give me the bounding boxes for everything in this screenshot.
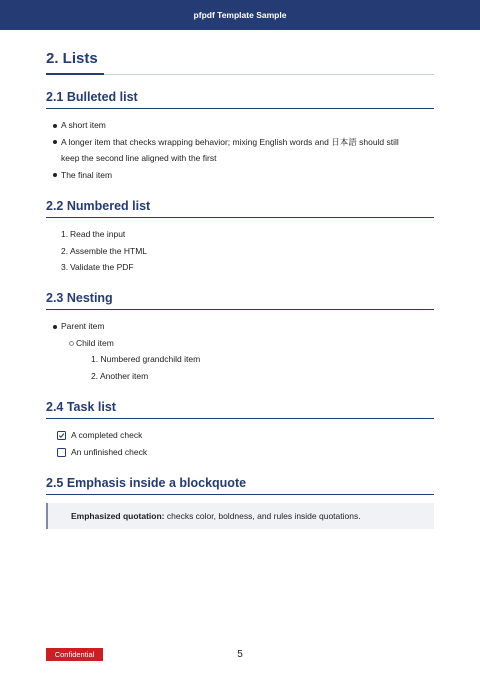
list-item-child: Child item (46, 335, 434, 352)
task-list-heading: 2.4 Task list (46, 400, 434, 419)
task-item: A completed check (46, 427, 434, 444)
bulleted-list-heading: 2.1 Bulleted list (46, 90, 434, 109)
list-item: A longer item that checks wrapping behavior; mixing English words and 日本語 should still keep the second line aligned with the first (46, 134, 434, 167)
bullet-icon (53, 124, 57, 128)
quote-text: checks color, boldness, and rules inside quotations. (164, 511, 361, 521)
numbered-list-section (46, 199, 434, 276)
nested-list (46, 318, 434, 384)
bulleted-list (46, 117, 434, 183)
numbered-list (46, 226, 434, 276)
section-heading: 2. Lists (46, 50, 434, 75)
bullet-icon (53, 140, 57, 144)
document-body (46, 50, 434, 521)
list-item-grandchild: 2. Another item (91, 370, 149, 381)
bullet-icon (53, 173, 57, 177)
numbered-list-heading: 2.2 Numbered list (46, 199, 434, 218)
bullet-icon (53, 325, 57, 329)
list-item: A short item (46, 117, 434, 134)
header-title: pfpdf Template Sample (193, 10, 287, 20)
nesting-section (46, 291, 434, 384)
list-item: 2. Assemble the HTML (61, 245, 147, 256)
list-item-parent: Parent item (46, 318, 434, 335)
list-item: 1. Read the input (61, 229, 126, 239)
list-item: The final item (46, 167, 434, 184)
confidential-badge: Confidential (46, 648, 103, 661)
unchecked-checkbox-icon[interactable] (57, 448, 66, 457)
checked-checkbox-icon[interactable] (57, 431, 66, 440)
task-item: An unfinished check (46, 444, 434, 461)
hollow-bullet-icon (69, 341, 74, 346)
blockquote (46, 503, 434, 529)
blockquote-heading: 2.5 Emphasis inside a blockquote (46, 476, 434, 495)
quote-emphasis: Emphasized quotation: (71, 511, 165, 521)
list-item-grandchild: 1. Numbered grandchild item (91, 354, 201, 364)
nesting-heading: 2.3 Nesting (46, 291, 434, 310)
bulleted-list-section (46, 90, 434, 183)
page-header (0, 0, 480, 30)
blockquote-section (46, 476, 434, 529)
list-item: 3. Validate the PDF (61, 262, 134, 272)
page-number: 5 (237, 649, 243, 660)
task-list-section (46, 400, 434, 460)
task-list (46, 427, 434, 460)
